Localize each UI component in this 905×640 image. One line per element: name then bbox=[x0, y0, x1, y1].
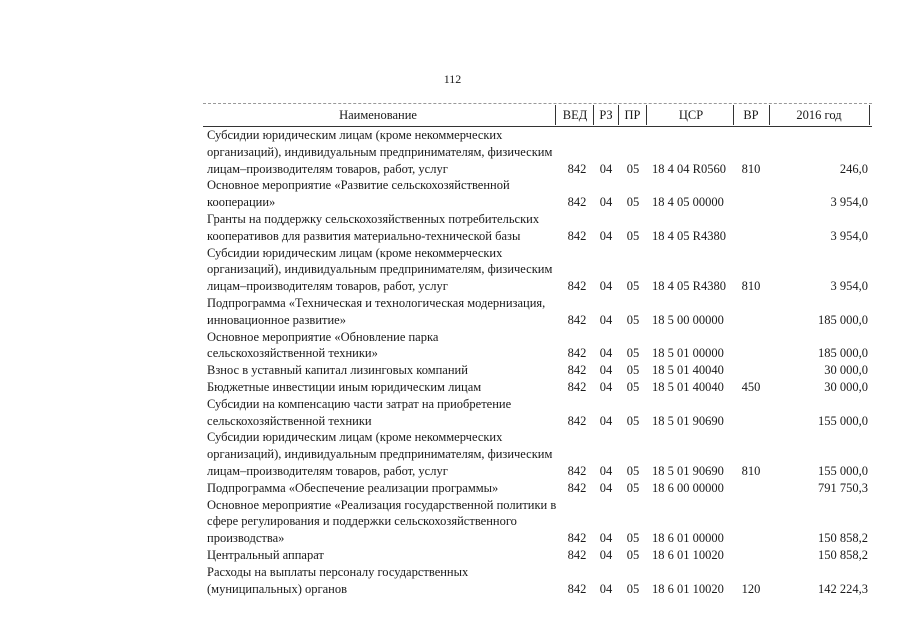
row-ved: 842 bbox=[567, 195, 587, 210]
row-csr: 18 6 00 00000 bbox=[652, 480, 724, 495]
row-csr: 18 6 01 10020 bbox=[652, 581, 724, 596]
row-csr: 18 4 05 00000 bbox=[652, 195, 724, 210]
row-pr: 05 bbox=[626, 581, 640, 596]
row-name: Расходы на выплаты персоналу государственных (муниципальных) органов bbox=[207, 564, 469, 596]
row-csr: 18 4 04 R0560 bbox=[652, 161, 726, 176]
table-row bbox=[203, 295, 872, 329]
row-name: Субсидии юридическим лицам (кроме некоммерческих организаций), индивидуальным предпринимателям, физическим лицам–производителям товаров, работ, услуг bbox=[207, 128, 553, 176]
table-row bbox=[203, 211, 872, 245]
row-csr: 18 6 01 10020 bbox=[652, 547, 724, 562]
row-pr: 05 bbox=[626, 363, 640, 378]
row-sum: 155 000,0 bbox=[818, 413, 868, 428]
row-csr: 18 5 01 90690 bbox=[652, 463, 724, 478]
row-name: Субсидии юридическим лицам (кроме некоммерческих организаций), индивидуальным предпринимателям, физическим лицам–производителям товаров, работ, услуг bbox=[207, 430, 553, 478]
row-ved: 842 bbox=[567, 581, 587, 596]
row-csr: 18 5 00 00000 bbox=[652, 312, 724, 327]
header-name: Наименование bbox=[339, 108, 417, 122]
row-name: Взнос в уставный капитал лизинговых компаний bbox=[207, 363, 468, 378]
table-row bbox=[203, 245, 872, 295]
row-ved: 842 bbox=[567, 463, 587, 478]
table-row bbox=[203, 396, 872, 430]
row-ved: 842 bbox=[567, 161, 587, 176]
row-pr: 05 bbox=[626, 547, 640, 562]
row-name: Основное мероприятие «Реализация государственной политики в сфере регулирования и поддержки сельскохозяйственного производства» bbox=[207, 497, 557, 546]
row-sum: 30 000,0 bbox=[824, 379, 868, 394]
row-name: Гранты на поддержку сельскохозяйственных потребительских кооперативов для развития материально-технической базы bbox=[207, 211, 540, 243]
row-ved: 842 bbox=[567, 547, 587, 562]
row-vr: 810 bbox=[741, 161, 761, 176]
table-header bbox=[203, 103, 872, 127]
table-row bbox=[203, 429, 872, 479]
row-ved: 842 bbox=[567, 480, 587, 495]
row-csr: 18 6 01 00000 bbox=[652, 531, 724, 546]
row-ved: 842 bbox=[567, 379, 587, 394]
row-rz: 04 bbox=[599, 312, 613, 327]
row-name: Подпрограмма «Техническая и технологическая модернизация, инновационное развитие» bbox=[207, 295, 546, 327]
header-ved: ВЕД bbox=[562, 108, 588, 122]
table-row bbox=[203, 127, 872, 177]
row-rz: 04 bbox=[599, 480, 613, 495]
row-rz: 04 bbox=[599, 379, 613, 394]
row-rz: 04 bbox=[599, 413, 613, 428]
row-pr: 05 bbox=[626, 480, 640, 495]
row-sum: 150 858,2 bbox=[818, 547, 868, 562]
row-sum: 3 954,0 bbox=[830, 279, 868, 294]
row-rz: 04 bbox=[599, 346, 613, 361]
header-csr: ЦСР bbox=[678, 108, 704, 122]
row-csr: 18 5 01 00000 bbox=[652, 346, 724, 361]
row-sum: 150 858,2 bbox=[818, 531, 868, 546]
table-row bbox=[203, 177, 872, 211]
row-name: Бюджетные инвестиции иным юридическим лицам bbox=[207, 379, 482, 394]
row-vr: 810 bbox=[741, 279, 761, 294]
row-pr: 05 bbox=[626, 279, 640, 294]
row-pr: 05 bbox=[626, 312, 640, 327]
row-pr: 05 bbox=[626, 161, 640, 176]
row-name: Основное мероприятие «Развитие сельскохозяйственной кооперации» bbox=[207, 178, 510, 210]
row-ved: 842 bbox=[567, 531, 587, 546]
row-pr: 05 bbox=[626, 379, 640, 394]
header-divider bbox=[869, 105, 870, 125]
row-vr: 120 bbox=[741, 581, 761, 596]
row-pr: 05 bbox=[626, 228, 640, 243]
row-pr: 05 bbox=[626, 346, 640, 361]
row-rz: 04 bbox=[599, 463, 613, 478]
row-pr: 05 bbox=[626, 463, 640, 478]
budget-table bbox=[203, 103, 872, 597]
row-rz: 04 bbox=[599, 161, 613, 176]
row-ved: 842 bbox=[567, 363, 587, 378]
table-row bbox=[203, 329, 872, 363]
row-sum: 185 000,0 bbox=[818, 346, 868, 361]
row-csr: 18 4 05 R4380 bbox=[652, 228, 726, 243]
row-ved: 842 bbox=[567, 228, 587, 243]
header-rz: РЗ bbox=[599, 108, 613, 122]
table-row bbox=[203, 362, 872, 379]
row-sum: 30 000,0 bbox=[824, 363, 868, 378]
row-ved: 842 bbox=[567, 279, 587, 294]
row-csr: 18 5 01 40040 bbox=[652, 379, 724, 394]
row-csr: 18 5 01 90690 bbox=[652, 413, 724, 428]
row-csr: 18 5 01 40040 bbox=[652, 363, 724, 378]
row-sum: 142 224,3 bbox=[818, 581, 868, 596]
row-rz: 04 bbox=[599, 363, 613, 378]
row-name: Субсидии на компенсацию части затрат на приобретение сельскохозяйственной техники bbox=[207, 396, 512, 428]
page-number: 112 bbox=[443, 72, 462, 86]
row-ved: 842 bbox=[567, 312, 587, 327]
table-body bbox=[203, 127, 872, 597]
row-name: Подпрограмма «Обеспечение реализации программы» bbox=[207, 480, 499, 495]
row-rz: 04 bbox=[599, 228, 613, 243]
header-divider bbox=[646, 105, 647, 125]
row-vr: 450 bbox=[741, 379, 761, 394]
table-row bbox=[203, 564, 872, 598]
row-rz: 04 bbox=[599, 581, 613, 596]
row-sum: 3 954,0 bbox=[830, 195, 868, 210]
header-year: 2016 год bbox=[796, 108, 842, 122]
row-vr: 810 bbox=[741, 463, 761, 478]
row-sum: 791 750,3 bbox=[818, 480, 868, 495]
row-pr: 05 bbox=[626, 531, 640, 546]
row-pr: 05 bbox=[626, 413, 640, 428]
table-row bbox=[203, 480, 872, 497]
row-rz: 04 bbox=[599, 195, 613, 210]
row-ved: 842 bbox=[567, 346, 587, 361]
header-divider bbox=[555, 105, 556, 125]
row-name: Центральный аппарат bbox=[207, 547, 324, 562]
row-rz: 04 bbox=[599, 531, 613, 546]
row-rz: 04 bbox=[599, 547, 613, 562]
table-row bbox=[203, 379, 872, 396]
row-sum: 246,0 bbox=[839, 161, 868, 176]
row-ved: 842 bbox=[567, 413, 587, 428]
row-name: Субсидии юридическим лицам (кроме некоммерческих организаций), индивидуальным предпринимателям, физическим лицам–производителям товаров, работ, услуг bbox=[207, 245, 553, 294]
table-row bbox=[203, 497, 872, 547]
table-row bbox=[203, 547, 872, 564]
row-csr: 18 4 05 R4380 bbox=[652, 279, 726, 294]
row-pr: 05 bbox=[626, 195, 640, 210]
header-vr: ВР bbox=[743, 108, 759, 122]
header-pr: ПР bbox=[624, 108, 641, 122]
row-sum: 185 000,0 bbox=[818, 312, 868, 327]
row-sum: 155 000,0 bbox=[818, 463, 868, 478]
row-name: Основное мероприятие «Обновление парка сельскохозяйственной техники» bbox=[207, 329, 439, 361]
row-sum: 3 954,0 bbox=[830, 228, 868, 243]
row-rz: 04 bbox=[599, 279, 613, 294]
